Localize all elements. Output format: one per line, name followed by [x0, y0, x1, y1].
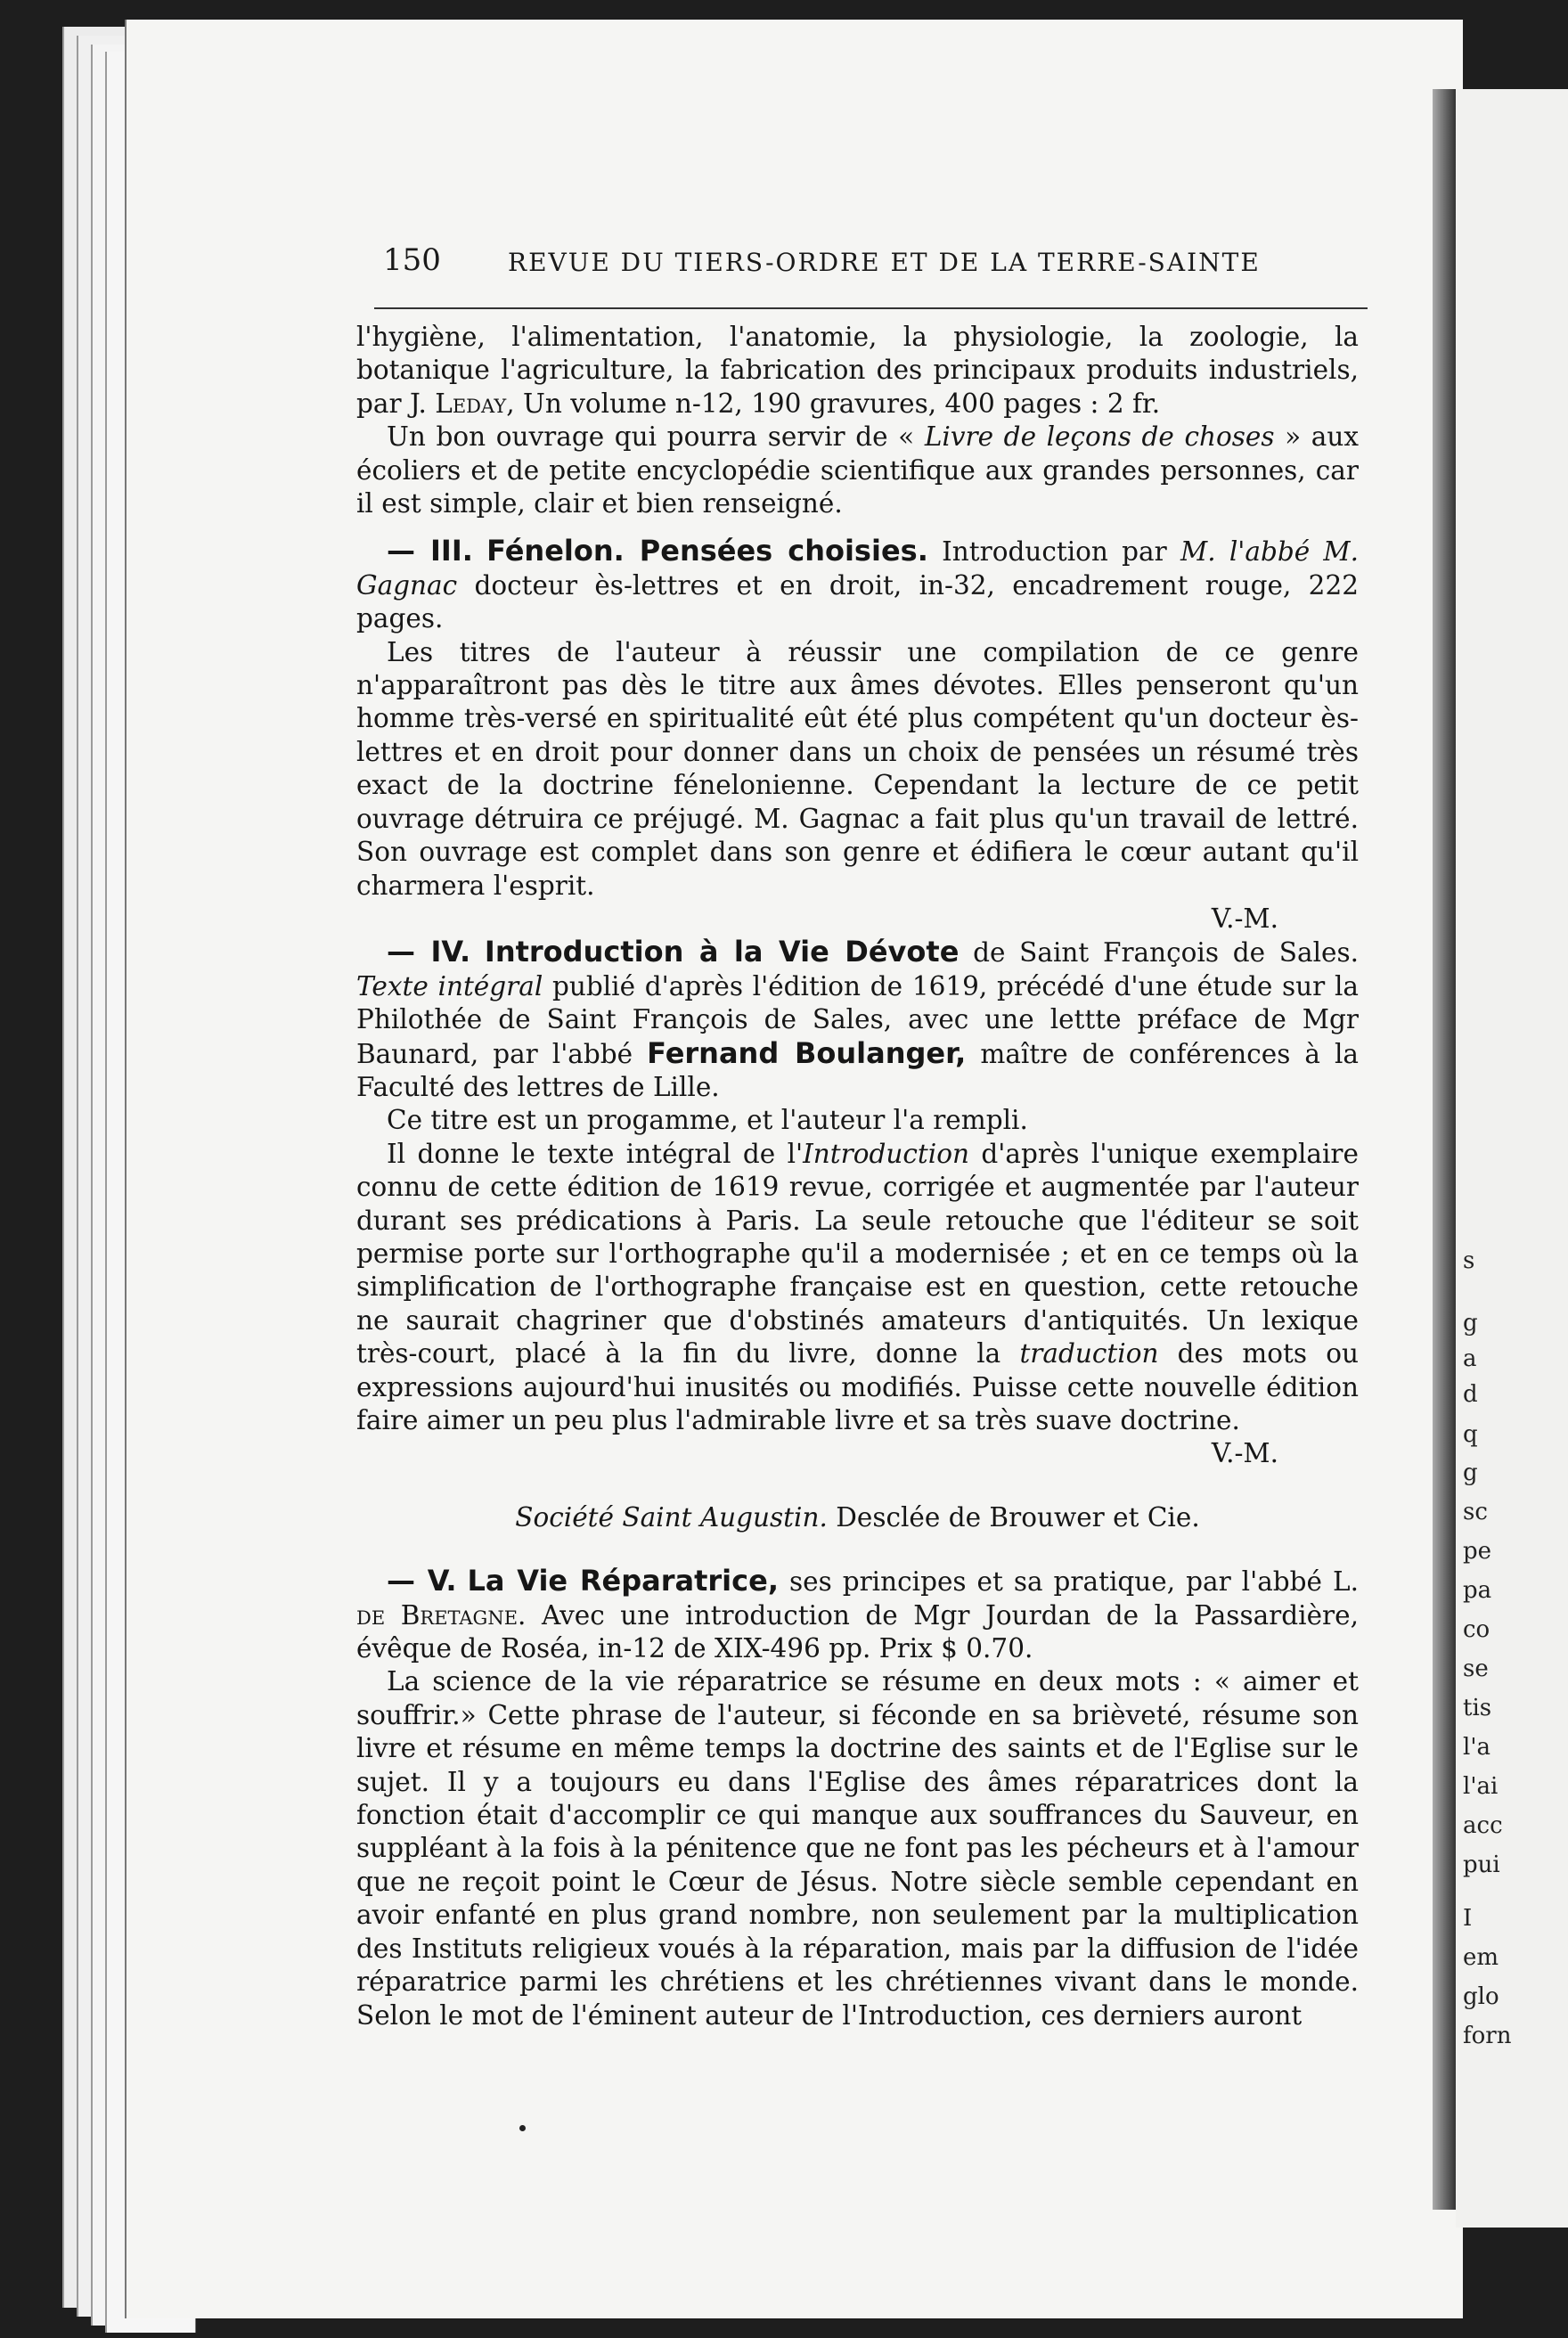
author-name: Fernand Boulanger, — [647, 1035, 967, 1070]
entry-heading — [356, 936, 1359, 1104]
facing-page-fragment: l'a — [1463, 1734, 1490, 1761]
italic-text: Texte intégral — [356, 970, 543, 1001]
facing-page-fragment: pui — [1463, 1852, 1500, 1878]
review-paragraph — [356, 421, 1359, 520]
facing-page-fragment: pe — [1463, 1538, 1492, 1565]
running-head — [383, 242, 1363, 287]
signature: V.-M. — [1211, 1438, 1278, 1469]
text: Un bon ouvrage qui pourra servir de « — [387, 421, 915, 453]
entry-title: La Vie Réparatrice, — [467, 1564, 779, 1598]
facing-page-fragment: d — [1463, 1381, 1478, 1408]
facing-page-fragment: pa — [1463, 1577, 1492, 1604]
entry-title: Fénelon. Pensées choisies. — [486, 534, 928, 568]
facing-page-fragment: g — [1463, 1310, 1478, 1337]
facing-page-fragment: glo — [1463, 1983, 1499, 2010]
review-paragraph: Les titres de l'auteur à réussir une compilation de ce genre n'apparaîtront pas dès le titre aux âmes dévotes. Elles penseront qu'un homme très-versé en spiritualité eût été plus compétent qu'un docteur ès-lettres et en droit pour donner dans un choix de pensées un résumé très exact de la doctrine fénelonienne. Cependant la lecture de ce petit ouvrage détruira ce préjugé. M. Gagnac a fait plus qu'un travail de lettré. Son ouvrage est complet dans son genre et édifiera le cœur autant qu'il charmera l'esprit. — [356, 636, 1359, 901]
page-number: 150 — [383, 242, 441, 278]
text: Il donne le texte intégral de l' — [387, 1138, 804, 1169]
text: l'agriculture, la fabrication des principaux produits industriels, par J. — [356, 355, 1359, 419]
facing-page-fragment: em — [1463, 1944, 1499, 1971]
text: Un volume n-12, 190 gravures, 400 pages : 2 fr. — [522, 388, 1161, 419]
page-body — [356, 321, 1359, 2032]
facing-page-fragment: acc — [1463, 1812, 1503, 1839]
author-name: de Bretagne. — [356, 1599, 527, 1631]
text: » aux écoliers et de petite encyclopédie scientifique aux grandes personnes, car il est simple, clair et bien renseigné. — [356, 421, 1359, 519]
header-rule — [374, 307, 1368, 309]
entry-heading — [356, 1565, 1359, 1665]
facing-page-fragment: l'ai — [1463, 1773, 1499, 1800]
facing-page-fragment: sc — [1463, 1499, 1488, 1525]
review-paragraph — [356, 1138, 1359, 1438]
facing-page-fragment: I — [1463, 1905, 1473, 1932]
text: ses principes et sa pratique, par l'abbé L. — [788, 1566, 1359, 1598]
running-title: REVUE DU TIERS-ORDRE ET DE LA TERRE-SAINTE — [508, 248, 1261, 277]
review-paragraph: La science de la vie réparatrice se résume en deux mots : « aimer et souffrir.» Cette phrase de l'auteur, si féconde en sa brièveté, résume son livre et résume en même temps la doctrine des saints et de l'Eglise sur le sujet. Il y a toujours eu dans l'Eglise des âmes réparatrices dont la fonction était d'accomplir ce qui manque aux souffrances du Sauveur, en suppléant à la fois à la pénitence que ne font pas les pécheurs et à l'amour que ne reçoit point le Cœur de Jésus. Notre siècle semble cependant en avoir enfanté en plus grand nombre, non seulement par la multiplication des Instituts religieux voués à la réparation, mais par la diffusion de l'idée réparatrice parmi les chrétiens et les chrétiennes vivant dans le monde. Selon le mot de l'éminent auteur de l'Introduction, ces derniers auront — [356, 1666, 1359, 2031]
text: Introduction par — [942, 536, 1167, 568]
publisher-line — [356, 1501, 1359, 1534]
author-name: M. l'abbé M. Gagnac — [356, 536, 1360, 601]
review-paragraph: Ce titre est un progamme, et l'auteur l'a rempli. — [387, 1105, 1028, 1136]
text: Avec une introduction de Mgr Jourdan de la Passardière, évêque de Roséa, in-12 de XIX-496 pp. Prix $ 0.70. — [356, 1599, 1359, 1664]
facing-page-fragment: s — [1463, 1247, 1475, 1274]
book-title: Livre de leçons de choses — [924, 421, 1275, 453]
facing-page-edge — [1456, 89, 1568, 2228]
italic-text: Introduction — [803, 1138, 969, 1169]
ink-speck — [519, 2125, 526, 2131]
text: l'hygiène, l'alimentation, l'anatomie, la physiologie, la zoologie, la botanique — [356, 322, 1359, 386]
italic-text: traduction — [1019, 1338, 1159, 1369]
text: de Saint François de Sales. — [973, 937, 1359, 969]
facing-page-fragment: tis — [1463, 1695, 1492, 1721]
intro-continuation — [356, 321, 1359, 421]
author-name: Leday, — [435, 388, 515, 419]
signature: V.-M. — [1211, 903, 1278, 934]
text: maître de conférences à la Faculté des lettres de Lille. — [356, 1038, 1359, 1102]
text: publié d'après l'édition de 1619, précédé d'une étude sur la Philothée de Saint François de Sales, avec une lettte préface de Mgr Baunard, par l'abbé — [356, 970, 1359, 1069]
entry-number: — III. — [387, 534, 473, 568]
book-gutter — [1433, 89, 1456, 2210]
entry-number: — IV. — [387, 935, 471, 969]
facing-page-fragment: a — [1463, 1345, 1477, 1372]
facing-page-fragment: forn — [1463, 2023, 1512, 2049]
entry-heading — [356, 535, 1359, 635]
facing-page-fragment: co — [1463, 1616, 1490, 1643]
facing-page-fragment: g — [1463, 1459, 1478, 1486]
facing-page-fragment: q — [1463, 1421, 1478, 1448]
publisher-detail: Desclée de Brouwer et Cie. — [836, 1501, 1200, 1533]
facing-page-fragment: se — [1463, 1655, 1489, 1682]
entry-number: — V. — [387, 1564, 457, 1598]
entry-title: Introduction à la Vie Dévote — [484, 935, 960, 969]
publisher-name: Société Saint Augustin. — [515, 1501, 828, 1533]
text: des mots ou expressions aujourd'hui inusités ou modifiés. Puisse cette nouvelle édition faire aimer un peu plus l'admirable livre et sa très suave doctrine. — [356, 1338, 1359, 1435]
text: docteur ès-lettres et en droit, in-32, encadrement rouge, 222 pages. — [356, 569, 1359, 634]
text: d'après l'unique exemplaire connu de cette édition de 1619 revue, corrigée et augmentée par l'auteur durant ses prédications à Paris. La seule retouche que l'éditeur se soit permise porte sur l'orthographe qu'il a modernisée ; et en ce temps où la simplification de l'orthographe française est en question, cette retouche ne saurait chagriner que d'obstinés amateurs d'antiquités. Un lexique très-court, placé à la fin du livre, donne la — [356, 1138, 1359, 1369]
